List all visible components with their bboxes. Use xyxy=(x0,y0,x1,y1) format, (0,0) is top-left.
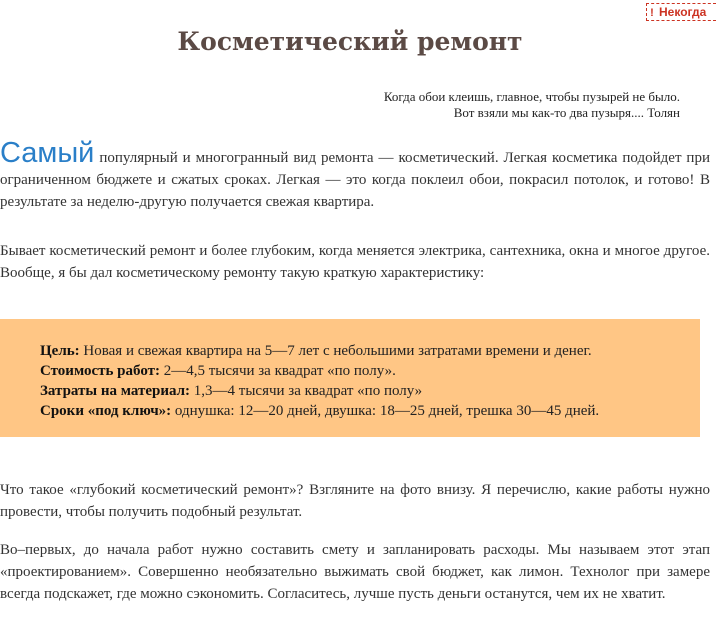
exclamation-icon: ! xyxy=(650,7,654,19)
summary-label: Стоимость работ: xyxy=(40,363,160,379)
intro-paragraph xyxy=(0,137,710,213)
summary-value: 1,3—4 тысячи за квадрат «по полу» xyxy=(190,383,423,399)
summary-row-terms xyxy=(40,401,700,421)
page-title: Косметический ремонт xyxy=(177,27,523,56)
epigraph-line-1: Когда обои клеишь, главное, чтобы пузырей не было. xyxy=(383,89,680,104)
intro-text: популярный и многогранный вид ремонта — косметический. Легкая косметика подойдет при ограниченном бюджете и сжатых сроках. Легкая — это когда поклеил обои, покрасил потолок, и готово! В результате за неделю-другую получается свежая квартира. xyxy=(0,150,710,210)
summary-row-materials xyxy=(40,381,700,401)
summary-value: 2—4,5 тысячи за квадрат «по полу». xyxy=(160,363,396,379)
dropcap-word: Самый xyxy=(0,137,95,169)
paragraph-2: Бывает косметический ремонт и более глубоким, когда меняется электрика, сантехника, окна и многое другое. Вообще, я бы дал косметическому ремонту такую краткую характеристику: xyxy=(0,243,710,281)
summary-row-goal xyxy=(40,341,700,361)
top-link-label[interactable]: Некогда xyxy=(659,5,707,19)
paragraph-3: Что такое «глубокий косметический ремонт»? Взгляните на фото внизу. Я перечислю, какие работы нужно провести, чтобы получить подобный результат. xyxy=(0,482,710,520)
summary-box xyxy=(0,319,700,437)
summary-value: однушка: 12—20 дней, двушка: 18—25 дней, трешка 30—45 дней. xyxy=(171,403,600,419)
summary-label: Затраты на материал: xyxy=(40,383,191,399)
summary-row-cost xyxy=(40,361,700,381)
epigraph-line-2: Вот взяли мы как-то два пузыря.... Толян xyxy=(453,105,680,120)
summary-label: Цель: xyxy=(40,343,80,359)
paragraph-4: Во–первых, до начала работ нужно составить смету и запланировать расходы. Мы называем этот этап «проектированием». Совершенно необязательно выжимать свой бюджет, как лимон. Технолог при замере всегда подскажет, где можно сэкономить. Согласитесь, лучше пусть деньги останутся, чем их не хватит. xyxy=(0,542,710,602)
summary-label: Сроки «под ключ»: xyxy=(40,403,172,419)
top-link[interactable] xyxy=(646,3,716,21)
summary-value: Новая и свежая квартира на 5—7 лет с небольшими затратами времени и денег. xyxy=(79,343,592,359)
epigraph xyxy=(260,89,680,121)
